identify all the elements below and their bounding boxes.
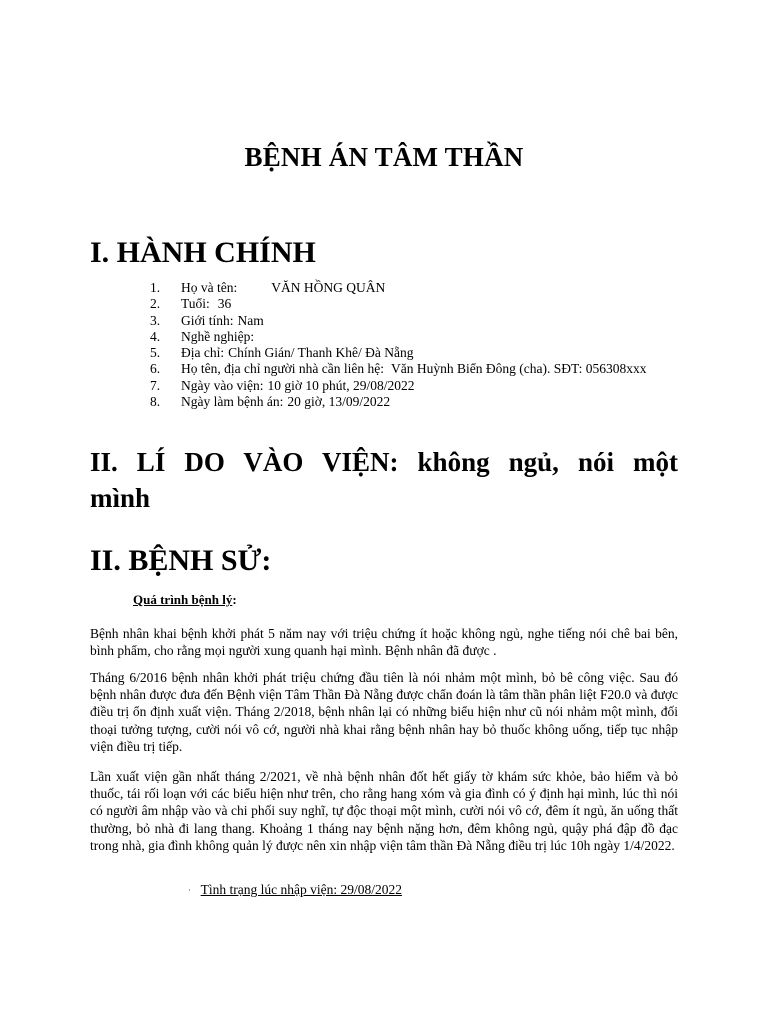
item-label: Họ và tên:	[181, 280, 238, 295]
list-item	[150, 296, 646, 312]
admission-status-label: Tình trạng lúc nhập viện: 29/08/2022	[200, 882, 403, 897]
item-label: Ngày làm bệnh án:	[181, 394, 284, 410]
item-value: 20 giờ, 13/09/2022	[287, 394, 391, 410]
item-value: 36	[217, 296, 232, 312]
item-gap	[384, 361, 391, 377]
subheading-text: Quá trình bệnh lý	[133, 592, 233, 607]
subheading-colon: :	[232, 592, 237, 607]
item-number: 8.	[150, 394, 161, 410]
list-item	[150, 345, 646, 361]
item-number: 2.	[150, 296, 161, 312]
item-number: 4.	[150, 328, 161, 344]
item-gap	[210, 296, 218, 312]
item-number: 3.	[150, 312, 161, 328]
administrative-info-list	[150, 280, 646, 410]
bullet-icon: ·	[188, 886, 191, 896]
item-number: 1.	[150, 280, 161, 295]
history-paragraph: Tháng 6/2016 bệnh nhân khởi phát triệu chứng đầu tiên là nói nhảm một mình, bỏ bê công việc. Sau đó bệnh nhân được đưa đến Bệnh viện Tâm Thần Đà Nẵng được chẩn đoán là tâm thần phân liệt F20.0 và được điều trị ổn định xuất viện. Tháng 2/2018, bệnh nhân lại có những biểu hiện như cũ nói nhảm một mình, đối thoại tưởng tượng, cười nói vô cớ, người nhà khai rằng bệnh nhân hay bỏ thuốc không uống, tiếp tục nhập viện điều trị tiếp.	[90, 670, 678, 754]
item-value: 10 giờ 10 phút, 29/08/2022	[267, 377, 415, 393]
list-item	[150, 280, 646, 296]
item-number: 6.	[150, 361, 161, 377]
item-label: Tuổi:	[181, 296, 210, 312]
list-item	[150, 361, 646, 377]
list-item	[150, 329, 646, 345]
admission-reason-line-2: mình	[90, 483, 151, 513]
list-item	[150, 394, 646, 410]
item-label: Giới tính:	[181, 312, 234, 328]
section-administrative-heading: I. HÀNH CHÍNH	[90, 236, 316, 269]
disease-course-subheading	[133, 592, 237, 608]
item-label: Nghề nghiệp:	[181, 328, 255, 344]
admission-status-line	[188, 882, 402, 898]
item-number: 7.	[150, 377, 161, 393]
document-title: BỆNH ÁN TÂM THẦN	[244, 142, 524, 172]
item-value: Nam	[237, 312, 264, 328]
list-item	[150, 313, 646, 329]
item-value: VĂN HỒNG QUÂN	[271, 280, 386, 295]
item-value: Văn Huỳnh Biển Đông (cha). SĐT: 056308xxx	[391, 361, 647, 377]
history-paragraph: Bệnh nhân khai bệnh khởi phát 5 năm nay với triệu chứng ít hoặc không ngủ, nghe tiếng nói chê bai bên, bình phẩm, cho rằng mọi người xung quanh hại mình. Bệnh nhân đã được .	[90, 626, 678, 659]
item-label: Họ tên, địa chỉ người nhà cần liên hệ:	[181, 361, 385, 377]
item-value: Chính Gián/ Thanh Khê/ Đà Nẵng	[228, 345, 414, 361]
item-label: Địa chỉ:	[181, 345, 225, 361]
admission-reason-line-1: II. LÍ DO VÀO VIỆN: không ngủ, nói một	[90, 447, 678, 477]
item-label: Ngày vào viện:	[181, 377, 264, 393]
section-medical-history-heading: II. BỆNH SỬ:	[90, 544, 272, 577]
item-gap	[237, 280, 271, 296]
section-admission-reason	[90, 444, 678, 516]
list-item	[150, 378, 646, 394]
history-paragraph: Lần xuất viện gần nhất tháng 2/2021, về nhà bệnh nhân đốt hết giấy tờ khám sức khỏe, bảo hiểm và bỏ thuốc, tái rối loạn với các biểu hiện như trên, cho rằng hang xóm và gia đình có ý định hại mình, lúc thì nói có người âm nhập vào và chi phối suy nghĩ, tự độc thoại một mình, cười nói vô cớ, đêm ít ngủ, ăn uống thất thường, bỏ nhà đi lang thang. Khoảng 1 tháng nay bệnh nặng hơn, đêm không ngủ, quậy phá đập đồ đạc trong nhà, gia đình không quản lý được nên xin nhập viện tâm thần Đà Nẵng điều trị lúc 10h ngày 1/4/2022.	[90, 769, 678, 853]
item-number: 5.	[150, 345, 161, 361]
